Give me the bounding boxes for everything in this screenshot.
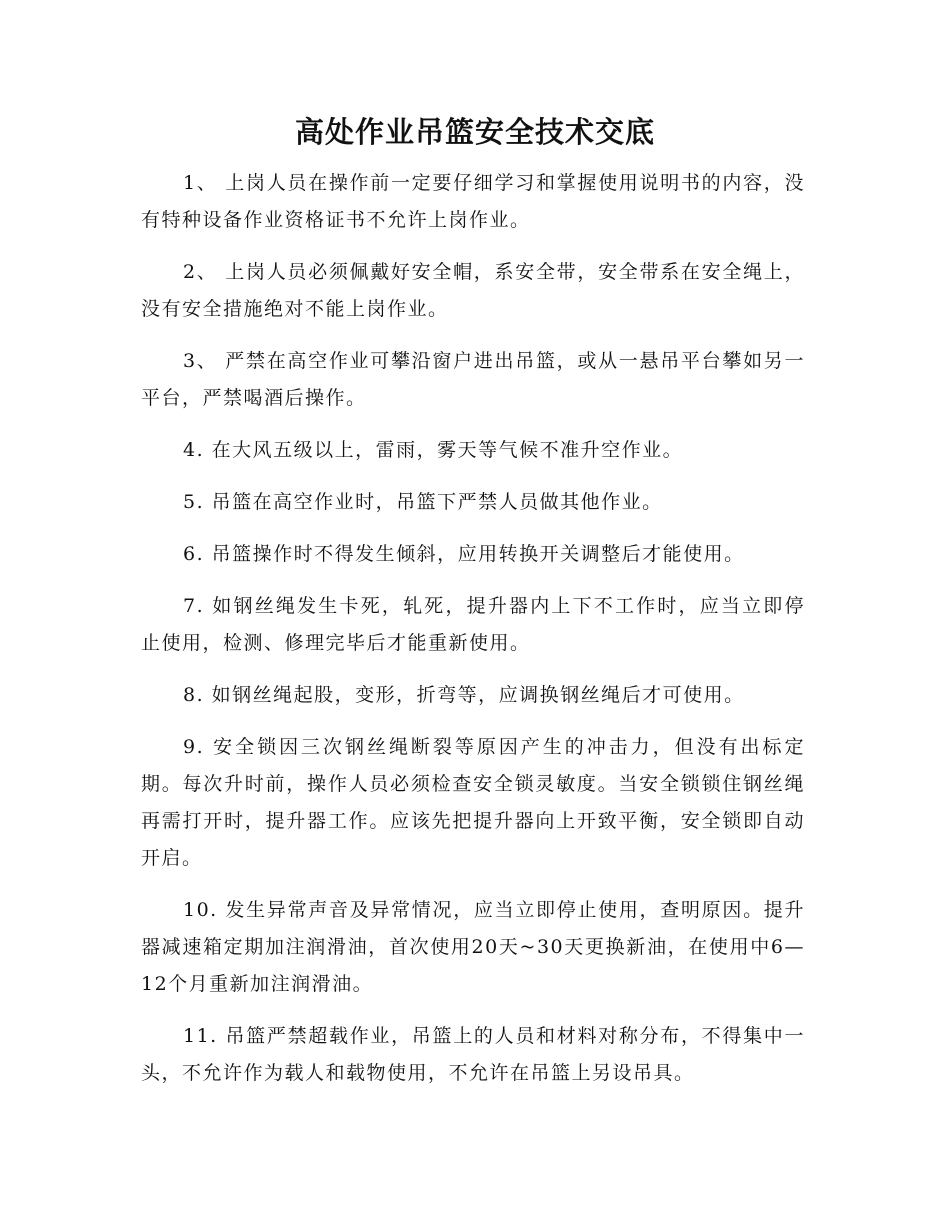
paragraph-4: 4. 在大风五级以上，雷雨，雾天等气候不准升空作业。 [183, 439, 684, 461]
paragraph-8: 8. 如钢丝绳起股，变形，折弯等，应调换钢丝绳后才可使用。 [183, 684, 745, 706]
paragraph-7: 7. 如钢丝绳发生卡死，轧死，提升器内上下不工作时，应当立即停止使用，检测、修理完毕后才能重新使用。 [141, 595, 805, 654]
paragraph-11: 11. 吊篮严禁超载作业，吊篮上的人员和材料对称分布，不得集中一头，不允许作为载人和载物使用，不允许在吊篮上另设吊具。 [141, 1025, 805, 1084]
paragraph-5: 5. 吊篮在高空作业时，吊篮下严禁人员做其他作业。 [183, 491, 663, 513]
paragraph-3: 3、 严禁在高空作业可攀沿窗户进出吊篮，或从一悬吊平台攀如另一平台，严禁喝酒后操作。 [141, 350, 805, 409]
paragraph-10: 10. 发生异常声音及异常情况，应当立即停止使用，查明原因。提升器减速箱定期加注润滑油，首次使用20天~30天更换新油，在使用中6—12个月重新加注润滑油。 [141, 899, 805, 995]
document-body [141, 165, 805, 1107]
paragraph-9: 9. 安全锁因三次钢丝绳断裂等原因产生的冲击力，但没有出标定期。每次升时前，操作人员必须检查安全锁灵敏度。当安全锁锁住钢丝绳再需打开时，提升器工作。应该先把提升器向上开致平衡，安全锁即自动开启。 [141, 736, 805, 869]
paragraph-2: 2、 上岗人员必须佩戴好安全帽，系安全带，安全带系在安全绳上，没有安全措施绝对不能上岗作业。 [141, 261, 805, 320]
paragraph-1: 1、 上岗人员在操作前一定要仔细学习和掌握使用说明书的内容，没有特种设备作业资格证书不允许上岗作业。 [141, 172, 805, 231]
paragraph-6: 6. 吊篮操作时不得发生倾斜，应用转换开关调整后才能使用。 [183, 543, 745, 565]
document-title: 高处作业吊篮安全技术交底 [294, 115, 655, 149]
